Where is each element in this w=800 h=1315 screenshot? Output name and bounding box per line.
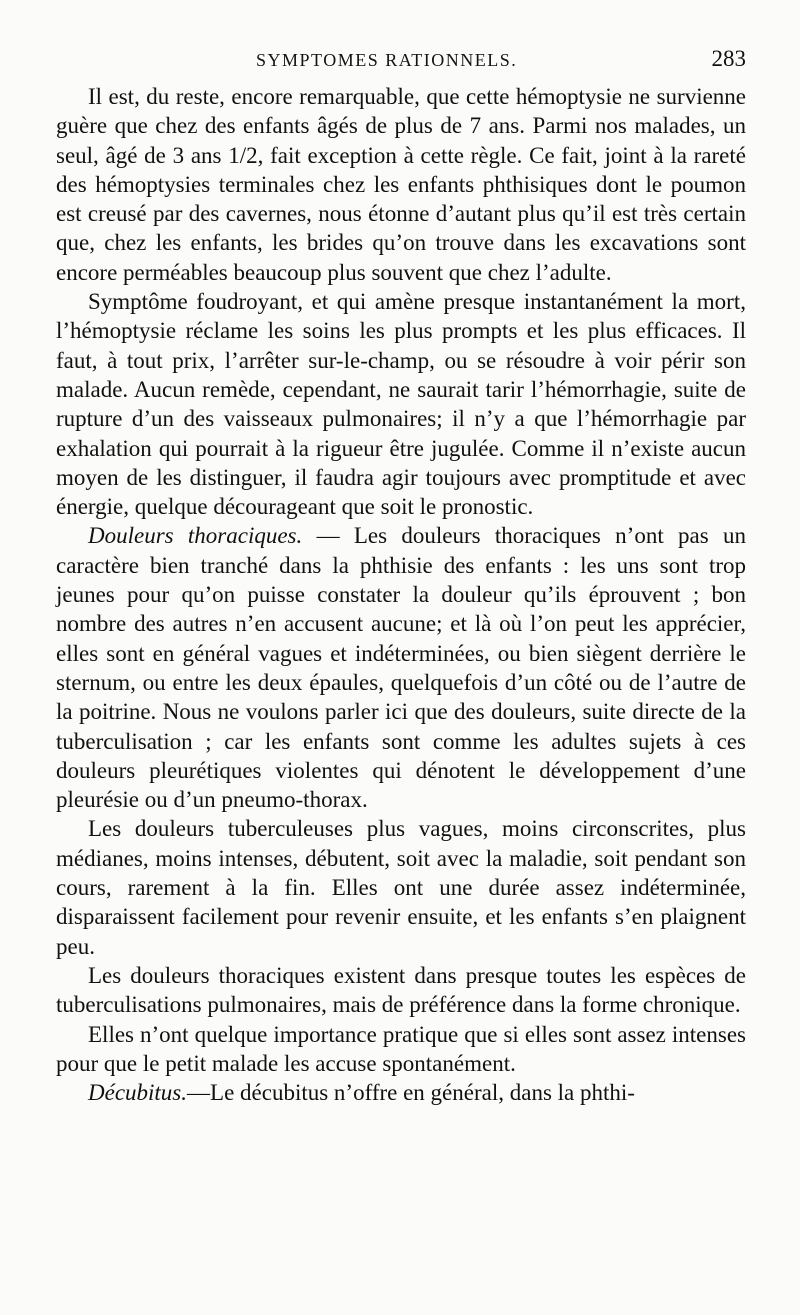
- paragraph-text: Elles n’ont quelque importance pratique que si elles sont assez intenses pour que le petit malade les accuse spontanément.: [56, 1021, 746, 1076]
- page-number: 283: [711, 46, 746, 71]
- paragraph: [56, 1078, 746, 1107]
- paragraph-text: — Les douleurs thoraciques n’ont pas un caractère bien tranché dans la phthisie des enfants : les uns sont trop jeunes pour qu’on puisse constater la douleur qu’ils éprouvent ; bon nombre des autres n’en accusent aucune; et là où l’on peut les apprécier, elles sont en général vagues et indéterminées, ou bien siègent derrière le sternum, ou entre les deux épaules, quelquefois d’un côté ou de l’autre de la poitrine. Nous ne voulons parler ici que des douleurs, suite directe de la tuberculisation ; car les enfants sont comme les adultes sujets à ces douleurs pleurétiques violentes qui dénotent le développement d’une pleurésie ou d’un pneumo-thorax.: [56, 523, 746, 813]
- paragraph-heading: Douleurs thoraciques.: [88, 523, 303, 549]
- body-text: [56, 82, 746, 1107]
- running-head: SYMPTOMES RATIONNELS.: [256, 50, 518, 70]
- paragraph: [56, 1020, 746, 1079]
- paragraph-heading: Décubitus.: [88, 1080, 188, 1106]
- paragraph: [56, 82, 746, 287]
- paragraph-text: Les douleurs tuberculeuses plus vagues, moins circonscrites, plus médianes, moins intenses, débutent, soit avec la maladie, soit pendant son cours, rarement à la fin. Elles ont une durée assez indéterminée, disparaissent facilement pour revenir ensuite, et les enfants s’en plaignent peu.: [56, 816, 746, 959]
- paragraph-text: —Le décubitus n’offre en général, dans la phthi-: [187, 1080, 635, 1106]
- page-header: [56, 46, 746, 76]
- paragraph: [56, 287, 746, 521]
- paragraph: [56, 961, 746, 1020]
- paragraph-text: Il est, du reste, encore remarquable, que cette hémoptysie ne survienne guère que chez des enfants âgés de plus de 7 ans. Parmi nos malades, un seul, âgé de 3 ans 1/2, fait exception à cette règle. Ce fait, joint à la rareté des hémoptysies terminales chez les enfants phthisiques dont le poumon est creusé par des cavernes, nous étonne d’autant plus qu’il est très certain que, chez les enfants, les brides qu’on trouve dans les excavations sont encore perméables beaucoup plus souvent que chez l’adulte.: [56, 84, 746, 285]
- paragraph-text: Les douleurs thoraciques existent dans presque toutes les espèces de tuberculisations pulmonaires, mais de préférence dans la forme chronique.: [56, 962, 746, 1018]
- paragraph: [56, 521, 746, 814]
- paragraph-text: Symptôme foudroyant, et qui amène presque instantanément la mort, l’hémoptysie réclame les soins les plus prompts et les plus efficaces. Il faut, à tout prix, l’arrêter sur-le-champ, ou se résoudre à voir périr son malade. Aucun remède, cependant, ne saurait tarir l’hémorrhagie, suite de rupture d’un des vaisseaux pulmonaires; il n’y a que l’hémorrhagie par exhalation qui pourrait à la rigueur être jugulée. Comme il n’existe aucun moyen de les distinguer, il faudra agir toujours avec promptitude et avec énergie, quelque décourageant que soit le pronostic.: [56, 289, 746, 520]
- paragraph: [56, 814, 746, 960]
